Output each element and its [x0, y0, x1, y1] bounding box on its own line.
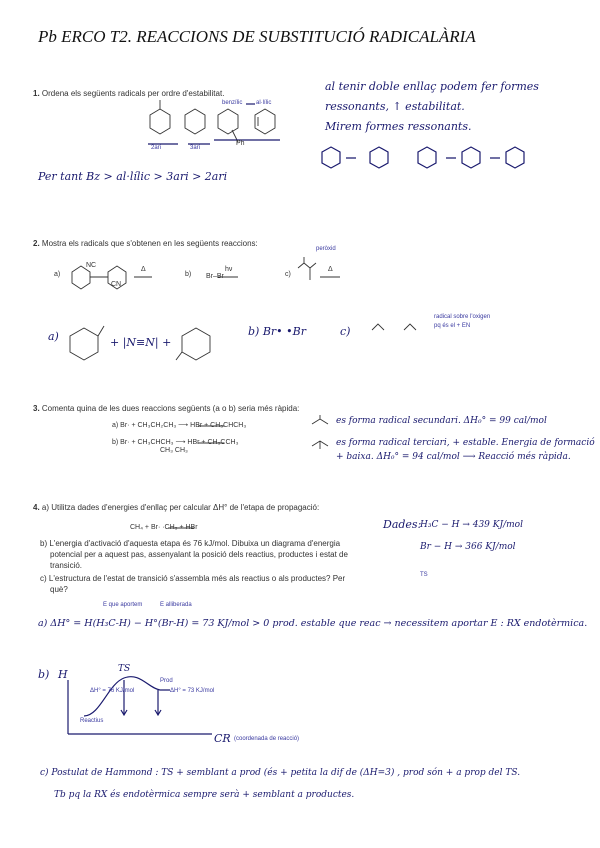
dades-label: Dades:	[383, 518, 422, 531]
q4b-line-3: transició.	[50, 561, 83, 570]
cond-b: hν	[225, 266, 233, 273]
axis-cr-note: (coordenada de reacció)	[234, 736, 300, 742]
q4-answer-b: b)	[38, 668, 50, 681]
q3-note-b1: es forma radical terciari, + estable. Energia de formació	[336, 438, 595, 448]
question-number: 3.	[33, 404, 40, 413]
label-prod: Prod	[160, 678, 173, 684]
note-peroxid: peròxid	[316, 246, 336, 252]
page-title: Pb ERCO T2. REACCIONS DE SUBSTITUCIÓ RADICALÀRIA	[38, 27, 476, 46]
ans-b: b) Br• •Br	[248, 325, 306, 338]
q4-answer-c2: Tb pq la RX és endotèrmica sempre serà + semblant a productes.	[54, 790, 355, 800]
question-number: 4.	[33, 503, 40, 512]
question-number: 2.	[33, 239, 40, 248]
question-2	[33, 238, 258, 249]
q4-answer-a: a) ΔH° = H(H₃C-H) − H°(Br-H) = 73 KJ/mol > 0 prod. estable que reac → necessitem aportar E : RX endotèrmica.	[38, 618, 588, 629]
ans-c: c)	[340, 325, 351, 338]
q1-structures	[150, 100, 275, 142]
ts-note: TS	[420, 572, 428, 578]
rxn-a-label: a)	[54, 271, 61, 278]
question-text: a) Utilitza dades d'energies d'enllaç per calcular ΔH° de l'etapa de propagació:	[41, 503, 320, 512]
question-3	[33, 403, 299, 414]
label-ea: ΔH° = 76 KJ/mol	[90, 688, 135, 694]
label-ph: Ph	[236, 140, 245, 147]
question-text: Comenta quina de les dues reaccions següents (a o b) seria més ràpida:	[41, 404, 300, 413]
q1-note-1: al tenir doble enllaç podem fer formes	[325, 80, 539, 93]
label-benzilic: benzílic	[222, 100, 243, 106]
ans-a-label: a)	[48, 330, 59, 343]
dades-2: Br − H → 366 KJ/mol	[420, 542, 516, 552]
note-trenquem: E que aportem	[103, 602, 143, 608]
question-number: 1.	[33, 89, 40, 98]
rxn-c-label: c)	[285, 271, 291, 278]
note-c-2: pq és el + EN	[434, 323, 471, 329]
br-br: Br–Br	[206, 273, 224, 280]
q1-resonance	[322, 147, 524, 168]
note-obtindrem: E alliberada	[160, 602, 192, 608]
q4b-line-1: b) L'energia d'activació d'aquesta etapa és 76 kJ/mol. Dibuixa un diagrama d'energia	[40, 539, 341, 548]
q4-answer-c1: c) Postulat de Hammond : TS + semblant a prod (és + petita la dif de (ΔH=3) , prod són + a prop del TS.	[40, 768, 521, 778]
question-4a	[33, 502, 319, 513]
label-reac: Reactius	[80, 718, 104, 724]
question-4c	[40, 573, 345, 595]
question-text: Ordena els següents radicals per ordre d'estabilitat.	[41, 89, 225, 98]
q1-annotations	[148, 104, 280, 144]
axis-h: H	[58, 668, 68, 681]
energy-diagram	[68, 677, 215, 734]
cond-c: Δ	[328, 266, 333, 273]
question-4b	[40, 538, 348, 571]
rxn-b-label: b)	[185, 271, 192, 278]
note-c-1: radical sobre l'oxigen	[434, 314, 491, 320]
label-3ari: 3ari	[190, 145, 201, 151]
q4c-line-1: c) L'estructura de l'estat de transició s'assembla més als reactius o als productes? Per	[40, 574, 346, 583]
dades-1: H₃C − H → 439 KJ/mol	[420, 520, 523, 530]
q1-note-3: Mirem formes ressonants.	[325, 120, 472, 133]
label-nc: NC	[86, 262, 97, 269]
question-text: Mostra els radicals que s'obtenen en les següents reaccions:	[41, 239, 258, 248]
label-alilic: al·lílic	[256, 100, 272, 106]
rxn-3b: b) Br· + CH₃CHCH₃ ⟶ HBr + CH₃CCH₃	[112, 439, 239, 446]
label-cn: CN	[111, 281, 122, 288]
q1-answer: Per tant Bz > al·lílic > 3ari > 2ari	[38, 170, 228, 183]
rxn-4: CH₄ + Br· ·CH₃ + HBr	[130, 524, 198, 531]
q3-note-a: es forma radical secundari. ΔH₀° = 99 cal/mol	[336, 416, 547, 426]
ans-a-text: + |N≡N| +	[110, 336, 172, 349]
rxn-3a: a) Br· + CH₃CH₂CH₃ ⟶ HBr + CH₃CHCH₃	[112, 422, 247, 429]
q3-note-b2: + baixa. ΔH₀° = 94 cal/mol ⟶ Reacció més ràpida.	[336, 452, 571, 462]
label-dh: ΔH° = 73 KJ/mol	[170, 688, 215, 694]
label-2ari: 2ari	[151, 145, 162, 151]
q4c-line-2: què?	[50, 585, 68, 594]
label-ts: TS	[118, 664, 131, 674]
cond-a: Δ	[141, 266, 146, 273]
q1-note-2: ressonants, ↑ estabilitat.	[325, 100, 465, 113]
q4b-line-2: potencial per a aquest pas, assenyalant la posició dels reactius, productes i estat de	[50, 550, 348, 559]
rxn-3b-sub: CH₃ CH₃	[160, 447, 188, 454]
axis-cr: CR	[214, 732, 231, 745]
